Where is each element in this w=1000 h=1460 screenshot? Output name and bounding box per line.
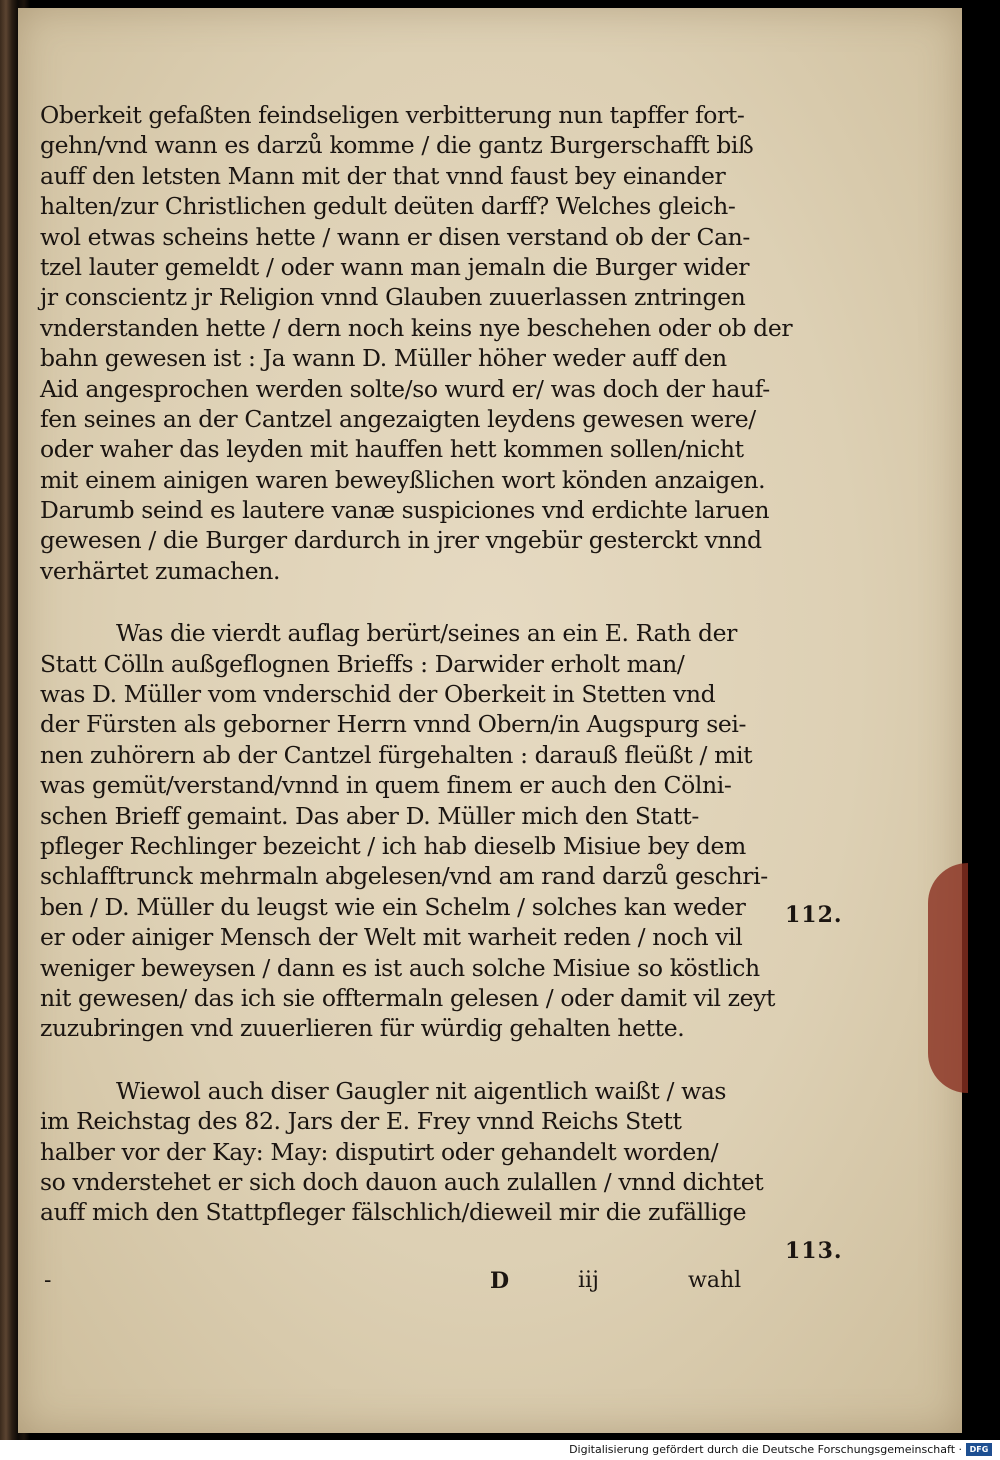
text-line: Was die vierdt auflag berürt/seines an ein E. Rath der	[116, 619, 737, 648]
text-line: gewesen / die Burger dardurch in jrer vngebür gesterckt vnnd	[40, 526, 762, 555]
text-line: nit gewesen/ das ich sie offtermaln gelesen / oder damit vil zeyt	[40, 983, 776, 1012]
paragraph	[40, 1076, 780, 1228]
text-line: mit einem ainigen waren beweyßlichen wort könden anzaigen.	[40, 465, 766, 494]
text-line: Statt Cölln außgeflognen Brieffs : Darwider erholt man/	[40, 649, 685, 678]
paragraph-gap	[40, 586, 780, 618]
text-line: schen Brieff gemaint. Das aber D. Müller mich den Statt-	[40, 801, 699, 830]
page-text	[40, 100, 793, 1228]
text-line: auff den letsten Mann mit der that vnnd faust bey einander	[40, 161, 726, 190]
text-line: halten/zur Christlichen gedult deüten darff? Welches gleich-	[40, 192, 736, 221]
signature-line	[40, 1268, 780, 1300]
paragraph	[40, 618, 780, 1043]
text-line: bahn gewesen ist : Ja wann D. Müller höher weder auff den	[40, 344, 727, 373]
signature-letter: D	[490, 1268, 510, 1294]
text-line: Wiewol auch diser Gaugler nit aigentlich waißt / was	[116, 1076, 727, 1105]
text-line: wol etwas scheins hette / wann er disen verstand ob der Can-	[40, 222, 750, 251]
text-line: pfleger Rechlinger bezeicht / ich hab dieselb Misiue bey dem	[40, 831, 746, 860]
text-line: im Reichstag des 82. Jars der E. Frey vnnd Reichs Stett	[40, 1107, 682, 1136]
text-line: so vnderstehet er sich doch dauon auch zulallen / vnnd dichtet	[40, 1167, 764, 1196]
text-line: ben / D. Müller du leugst wie ein Schelm / solches kan weder	[40, 892, 746, 921]
text-line: Aid angesprochen werden solte/so wurd er/ was doch der hauf-	[40, 374, 770, 403]
catchword: wahl	[688, 1268, 742, 1293]
text-line: Oberkeit gefaßten feindseligen verbitterung nun tapffer fort-	[40, 101, 745, 129]
text-line: tzel lauter gemeldt / oder wann man jemaln die Burger wider	[40, 252, 750, 281]
text-line: auff mich den Stattpfleger fälschlich/dieweil mir die zufällige	[40, 1198, 747, 1227]
text-line: weniger beweysen / dann es ist auch solche Misiue so köstlich	[40, 953, 760, 982]
text-line: gehn/vnd wann es darzů komme / die gantz Burgerschafft biß	[40, 131, 754, 160]
text-line: was D. Müller vom vnderschid der Oberkeit in Stetten vnd	[40, 680, 716, 709]
text-line: zuzubringen vnd zuuerlieren für würdig gehalten hette.	[40, 1014, 685, 1043]
paragraph-gap	[40, 1044, 780, 1076]
page-edge-stain	[928, 863, 968, 1093]
margin-note-113: 113.	[785, 1238, 843, 1264]
text-line: oder waher das leyden mit hauffen hett kommen sollen/nicht	[40, 435, 744, 464]
text-line: was gemüt/verstand/vnnd in quem finem er auch den Cölni-	[40, 771, 732, 800]
footer-bar	[0, 1440, 1000, 1460]
text-line: schlafftrunck mehrmaln abgelesen/vnd am rand darzů geschri-	[40, 862, 768, 891]
margin-note-112: 112.	[785, 902, 843, 928]
text-line: fen seines an der Cantzel angezaigten leydens gewesen were/	[40, 404, 756, 433]
text-line: verhärtet zumachen.	[40, 556, 281, 585]
text-line: halber vor der Kay: May: disputirt oder gehandelt worden/	[40, 1137, 719, 1166]
text-line: vnderstanden hette / dern noch keins nye beschehen oder ob der	[40, 313, 793, 342]
text-line: Darumb seind es lautere vanæ suspiciones vnd erdichte laruen	[40, 496, 770, 525]
footer-credit: Digitalisierung gefördert durch die Deutsche Forschungsgemeinschaft ·	[569, 1443, 962, 1456]
signature-mark: -	[44, 1268, 52, 1293]
dfg-logo: DFG	[966, 1443, 992, 1456]
text-line: er oder ainiger Mensch der Welt mit warheit reden / noch vil	[40, 923, 743, 952]
text-line: nen zuhörern ab der Cantzel fürgehalten : darauß fleüßt / mit	[40, 740, 753, 769]
paragraph	[40, 100, 793, 586]
signature-number: iij	[578, 1268, 599, 1293]
text-line: jr conscientz jr Religion vnnd Glauben zuuerlassen zntringen	[40, 283, 746, 312]
text-line: der Fürsten als geborner Herrn vnnd Obern/in Augspurg sei-	[40, 710, 747, 739]
